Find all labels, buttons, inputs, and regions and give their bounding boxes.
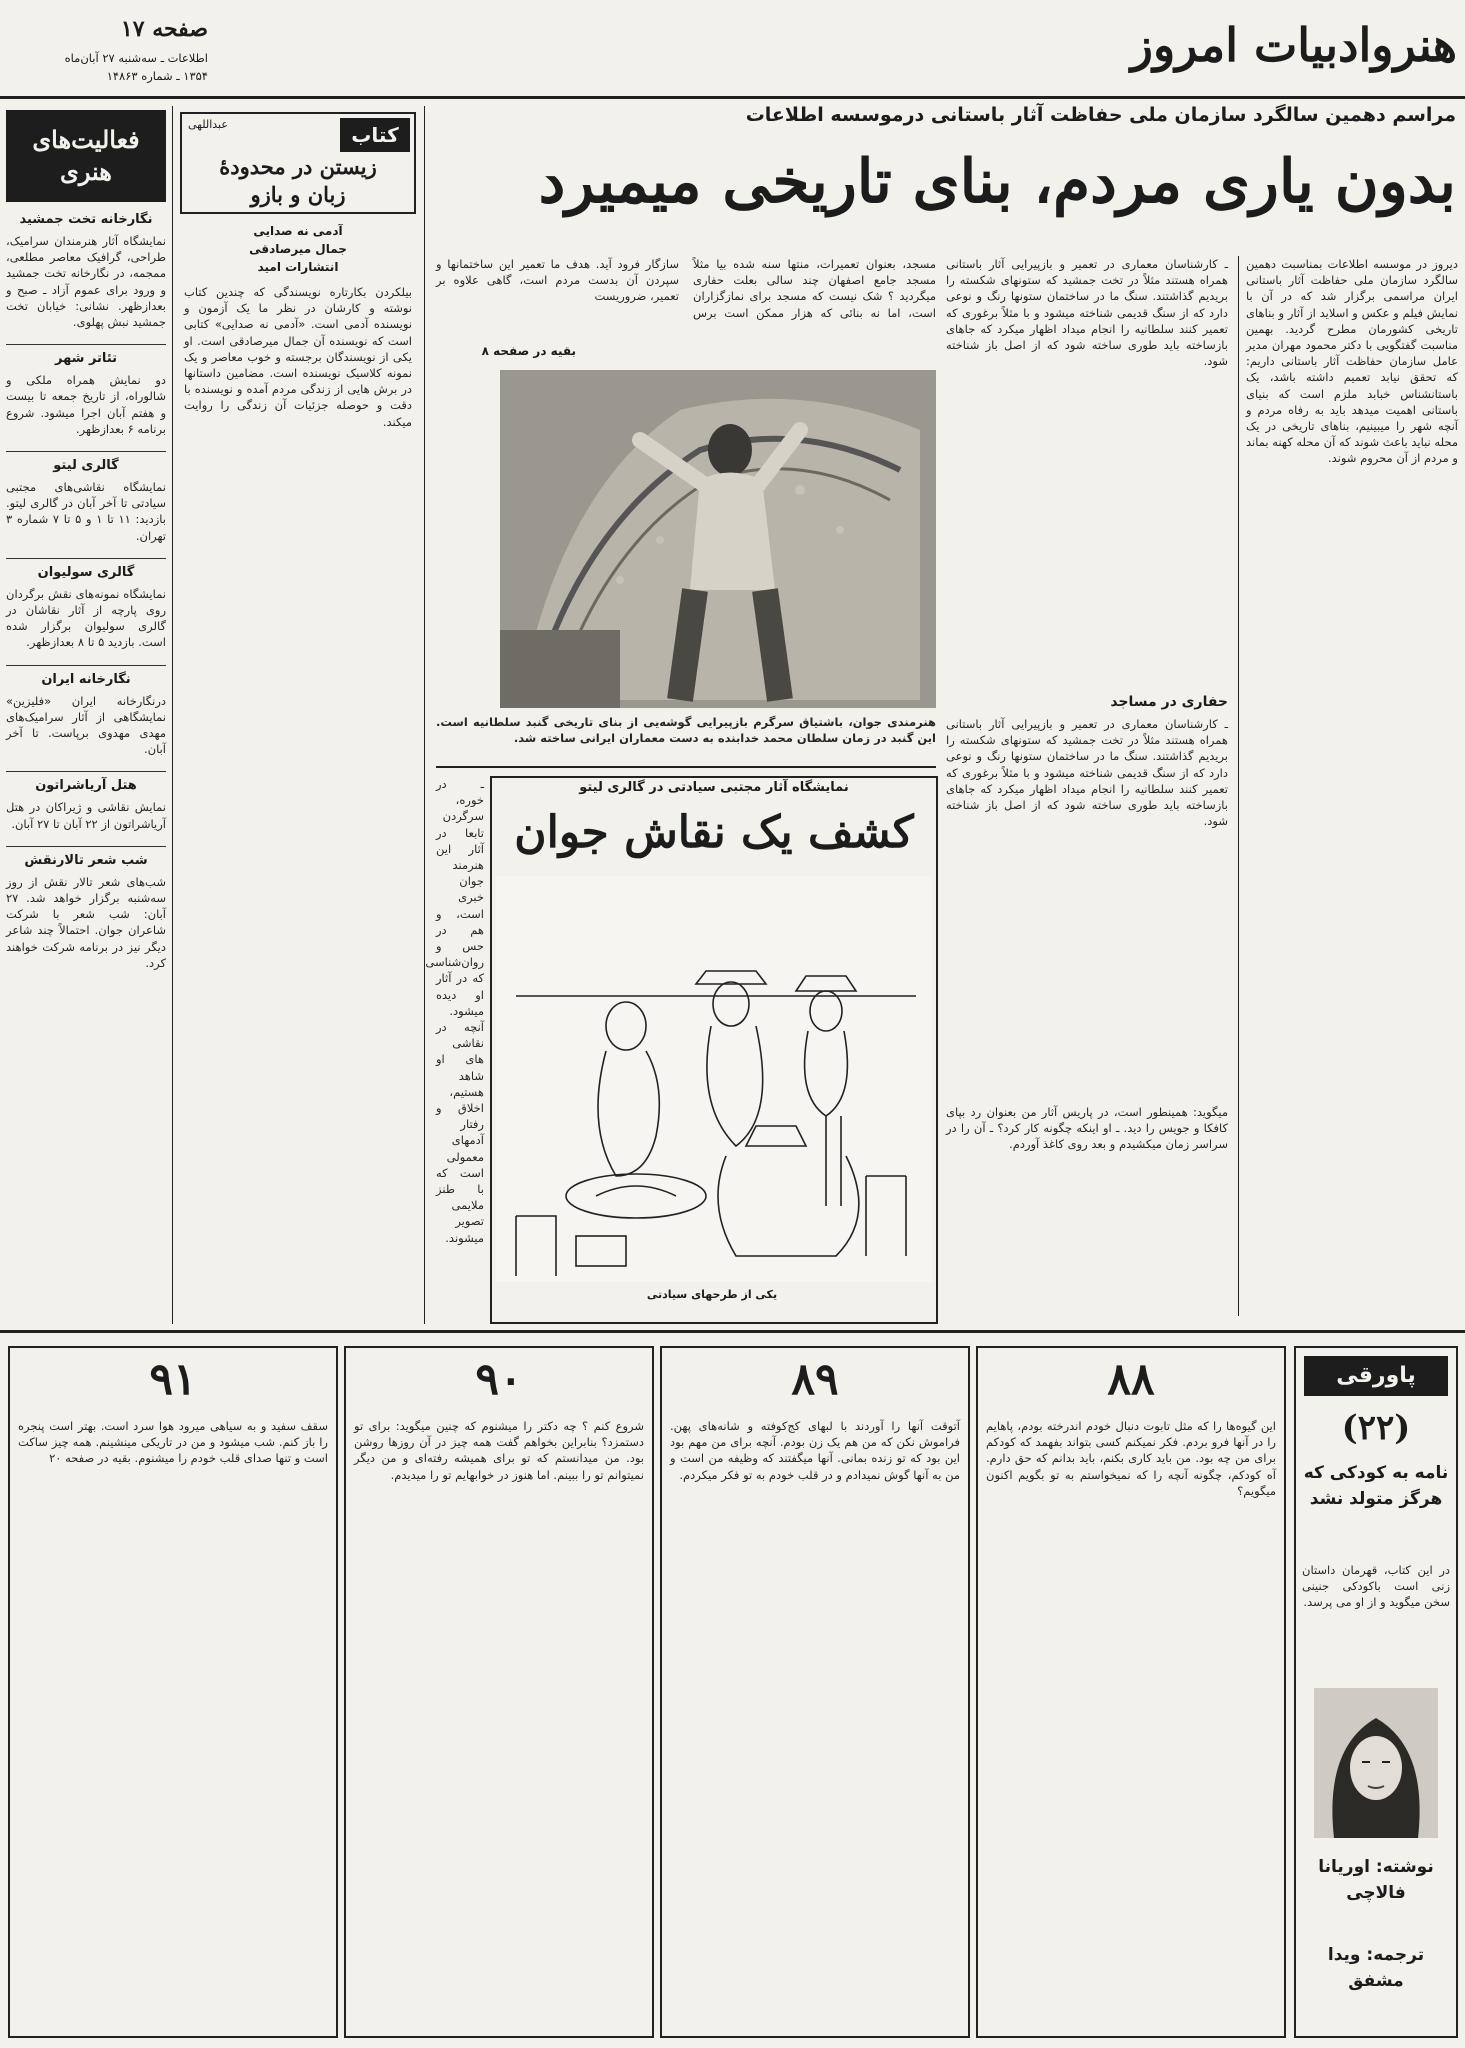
serial-segment-89 — [660, 1346, 970, 2038]
activity-text: نمایش نقاشی و ژیراکان در هتل آریاشراتون از ۲۲ آبان تا ۲۷ آبان. — [6, 800, 166, 831]
book-title-line-1: زیستن در محدودهٔ — [219, 154, 377, 179]
activity-block — [6, 846, 166, 971]
section-rule — [0, 1330, 1465, 1333]
sketch-caption: یکی از طرحهای سیادتی — [646, 1288, 778, 1301]
activity-text: درنگارخانه ایران «فلیزین» نمایشگاهی از آثار سرامیک‌های مهدی مهدوی برپاست. تا آخر آبان. — [6, 693, 166, 757]
activity-heading: گالری سولیوان — [37, 564, 135, 580]
activity-block — [6, 558, 166, 651]
activity-heading: تئاتر شهر — [54, 351, 118, 367]
lead-subhead: حفاری در مساجد — [1110, 694, 1228, 710]
issue-line-2: ۱۳۵۴ ـ شماره ۱۴۸۶۳ — [106, 69, 208, 83]
segment-number: ۸۹ — [791, 1354, 839, 1405]
lead-body-col-3: مسجد، بعنوان تعمیرات، منتها سنه شده بیا مثلاً مسجد جامع اصفهان چند سالی بعلت حفاری میگردید ؟ شک نیست که مسجد برای نمازگزاران است، اما نه بنائی که هزار ممکن است برس سازگار فرود آید. هدف ما تعمیر این ساختمانها و سپردن آن بدست مردم است، گاهی علاوه بر تعمیر، ضروریست — [436, 257, 936, 320]
lead-headline: بدون یاری مردم، بنای تاریخی میمیرد — [538, 147, 1456, 217]
article-divider — [436, 766, 936, 768]
book-body: بیلکردن بکارتاره نویسندگی که چندین کتاب نوشته و کارشان در نظر ما یک آزمون و نویسنده آدمی است. «آدمی نه صدایی» کتابی است که نویسنده آن جمال میرصادقی است. او یکی از نویسندگان برجسته و خوب معاصر و یک نمونه کلاسیک نویسنده است. مضامین داستانها در برش هایی از زندگی مردم آمده و نویسنده با دقت و حوصله جزئیات آن زندگی را روایت میکند. — [184, 285, 412, 429]
activity-text: نمایشگاه نقاشی‌های مجتبی سیادتی تا آخر آبان در گالری لیتو. بازدید: ۱۱ تا ۱ و ۵ تا ۷ شماره ۳ تهران. — [6, 480, 166, 543]
activity-block — [6, 771, 166, 831]
lead-continue-note: بقیه در صفحه ۸ — [481, 344, 576, 358]
gallery-body-a: ـ در خوره، سرگردن تابعا در آثار این هنرمند جوان خبری است، و هم در حس و روان‌شناسی که در آثار او دیده میشود. آنچه در نقاشی های او شاهد هستیم، اخلاق و رفتار آدمهای معمولی است که با طنز ملایمی تصویر میشوند. — [425, 777, 484, 1245]
book-author-tag: عبداللهی — [188, 118, 228, 131]
page-number: صفحه ۱۷ — [120, 16, 208, 42]
fallaci-portrait-art — [1314, 1688, 1438, 1838]
serial-intro: در این کتاب، قهرمان داستان زنی است باکودکی جنینی سخن میگوید و از او می پرسد. — [1302, 1563, 1450, 1610]
issue-line-1: اطلاعات ـ سه‌شنبه ۲۷ آبان‌ماه — [64, 51, 208, 65]
activity-heading: هتل آریاشراتون — [35, 778, 137, 794]
segment-text: آتوقت آنها را آوردند با لبهای کج‌کوفته و شانه‌های پهن. فراموش نکن که من هم یک زن بودم. آنچه برای من مهم بود این بود که تو زنده بمانی. آنها میگفتند که وظیفه من است و من به آنها گوش نمیدادم و در قلب خودم به تو فکر میکردم. — [670, 1419, 960, 1482]
book-credits-1: آدمی نه صدایی — [253, 224, 343, 238]
activity-heading: نگارخانه ایران — [41, 671, 131, 687]
book-credits-2: جمال میرصادقی — [249, 242, 347, 256]
gallery-body-b: میگوید: همینطور است، در پاریس آثار من بعنوان رد بپای کافکا و جویس را دید. ـ او اینکه چگونه کار کرد؟ ـ آن را در سراسر زمان میکشیدم و بعد روی کاغذ آوردم. — [946, 1105, 1228, 1152]
activity-text: نمایشگاه نمونه‌های نقش برگردان روی پارچه از آثار نقاشان در گالری سولیوان برگزار شده است. بازدید ۵ تا ۸ بعدازظهر. — [6, 586, 166, 650]
column-rule — [172, 106, 173, 1324]
masthead-rule — [0, 96, 1465, 99]
serial-segment-88 — [976, 1346, 1286, 2038]
activity-block — [6, 344, 166, 437]
activity-heading: نگارخانه تخت جمشید — [19, 212, 153, 227]
activities-title: فعالیت‌های هنری — [6, 110, 166, 202]
lead-body-col-2: ـ کارشناسان معماری در تعمیر و بازپیرایی آثار باستانی همراه هستند مثلاً در تخت جمشید که ستونهای شکسته را بریدیم گذاشتند. سنگ ما در ساختمان ستونها رنگ و نوعی دارد که از سنگ قدیمی شناخته میشود و با مثلاً برغوری که تعمیر کنند سلطانیه را انجام میداد اظهار میکرد که جاهای بازساخته باید طوری ساخته شود که از اصل باز شناخته شود. — [946, 257, 1228, 369]
activity-text: دو نمایش همراه ملکی و شالوراه، از تاریخ جمعه تا بیست و هفتم آبان اجرا میشود. شروع برنامه ۶ بعدازظهر. — [6, 373, 166, 436]
photo-caption: هنرمندی جوان، باشتیاق سرگرم بازپیرایی گوشه‌یی از بنای تاریخی گنبد سلطانیه است. این گنبد در زمان سلطان محمد خدابنده به دست معماران ایرانی ساخته شد. — [436, 715, 936, 746]
restoration-photo — [500, 370, 936, 708]
segment-text: این گیوه‌ها را که مثل تابوت دنبال خودم اندرخته بودم، پاهایم را در آنها فرو بردم. فکر نمیکنم کسی بتواند بفهمد که کودکم برای من چه بود. من باید کاری بکنم، باید بدانم که حق دارم. آه کودکم، چگونه آنچه را که نمیخواستم به تو بگویم اکنون میگویم؟ — [986, 1419, 1276, 1498]
serial-author: نوشته: اوریانا فالاچی — [1318, 1857, 1434, 1903]
segment-text: شروع کنم ؟ چه دکتر را میشنوم که چنین میگوید: برای تو دستمزد؟ بنابراین بخواهم گفت همه چیز در آن روزها روشن بود. من میدانستم که تو برای همیشه رفته‌ای و من دیگر نمیتوانم تو را ببینم. اما هنوز در خوابهایم تو را میدیدم. — [354, 1419, 644, 1482]
serial-segment-90 — [344, 1346, 654, 2038]
siyadati-sketch-art — [496, 876, 932, 1282]
segment-number: ۹۱ — [149, 1354, 197, 1405]
gallery-article — [490, 776, 938, 1324]
lead-kicker: مراسم دهمین سالگرد سازمان ملی حفاظت آثار باستانی درموسسه اطلاعات — [745, 104, 1456, 126]
section-title: هنروادبیات امروز — [1130, 18, 1457, 72]
activity-block — [6, 451, 166, 544]
segment-number: ۹۰ — [475, 1354, 523, 1405]
serial-badge-box — [1294, 1346, 1458, 2038]
book-credits-3: انتشارات امید — [257, 260, 339, 274]
gallery-headline: کشف یک نقاش جوان — [514, 807, 914, 858]
lead-body-col-2b: ـ کارشناسان معماری در تعمیر و بازپیرایی آثار باستانی همراه هستند مثلاً در تخت جمشید که ستونهای شکسته را بریدیم گذاشتند. سنگ ما در ساختمان ستونها رنگ و نوعی دارد که از سنگ قدیمی شناخته میشود و با مثلاً برغوری که تعمیر کنند سلطانیه را انجام میداد اظهار میکرد که جاهای بازساخته باید طوری ساخته شود که از اصل باز شناخته شود. — [946, 717, 1228, 829]
column-rule — [424, 106, 425, 1324]
book-title-line-2: زبان و بازو — [250, 182, 346, 207]
gallery-kicker: نمایشگاه آثار مجتبی سیادتی در گالری لیتو — [579, 780, 849, 795]
serial-segment-91 — [8, 1346, 338, 2038]
activity-text: نمایشگاه آثار هنرمندان سرامیک، طراحی، گرافیک معاصر مطلعی، ممجمه، در نگارخانه تخت جمشید و ورود برای عموم آزاد ـ صبح و بعدازظهر. نشانی: خیابان تخت جمشید نبش پهلوی. — [6, 234, 166, 330]
siyadati-sketch — [496, 876, 932, 1282]
activity-text: شب‌های شعر تالار نقش از روز سه‌شنبه برگزار خواهد شد. ۲۷ آبان: شب شعر با شرکت شاعران جوان. احتمالاً چند شاعر دیگر نیز در برنامه شرکت خواهند کرد. — [6, 874, 166, 970]
lead-body-col-1: دیروز در موسسه اطلاعات بمناسبت دهمین سالگرد سازمان ملی حفاظت آثار باستانی ایران مراسمی برگزار شد که در آن با نمایش فیلم و عکس و اسلاید از آثار و بناهای تاریخی کشورمان مطرح گردید. بهمین مناسبت گفتگویی با دکتر محمود مهران مدیر عامل سازمان حفاظت آثار باستانی داریم: که تحقق نیابد تعمیم داشته باشد، یک باستانشناس خبابد ملزم است که بنیای باستانی اهمیت میدهد باید به رفاه مردم و آنچه شهر را میبینیم، بناهای تاریخی در یک محله نباید باعث شوند که آن محله کهنه بماند و مردم از آن محروم شوند. — [1246, 257, 1458, 466]
serial-translator: ترجمه: ویدا مشفق — [1327, 1945, 1425, 1991]
activity-block — [6, 665, 166, 758]
book-badge: کتاب — [340, 118, 410, 152]
segment-number: ۸۸ — [1107, 1354, 1155, 1405]
activities-column — [6, 110, 166, 1310]
segment-text: سقف سفید و به سیاهی میرود هوا سرد است. بهتر است پنجره را باز کنم. شب میشود و من در تاریکی مینشینم. همه چیز ساکت است و تنها صدای قلب خودم را میشنوم. بقیه در صفحه ۲۰ — [18, 1419, 328, 1466]
activity-block — [6, 212, 166, 330]
column-rule — [1238, 256, 1239, 1316]
activity-heading: گالری لیتو — [53, 458, 119, 474]
serial-title: نامه به کودکی که هرگز متولد نشد — [1303, 1463, 1449, 1509]
book-column — [180, 112, 416, 1312]
serial-badge: پاورقی — [1304, 1356, 1448, 1396]
restoration-photo-art — [500, 370, 936, 708]
serial-number: (۲۲) — [1341, 1408, 1411, 1448]
fallaci-portrait — [1314, 1688, 1438, 1838]
activity-heading: شب شعر تالارنقش — [24, 852, 148, 868]
